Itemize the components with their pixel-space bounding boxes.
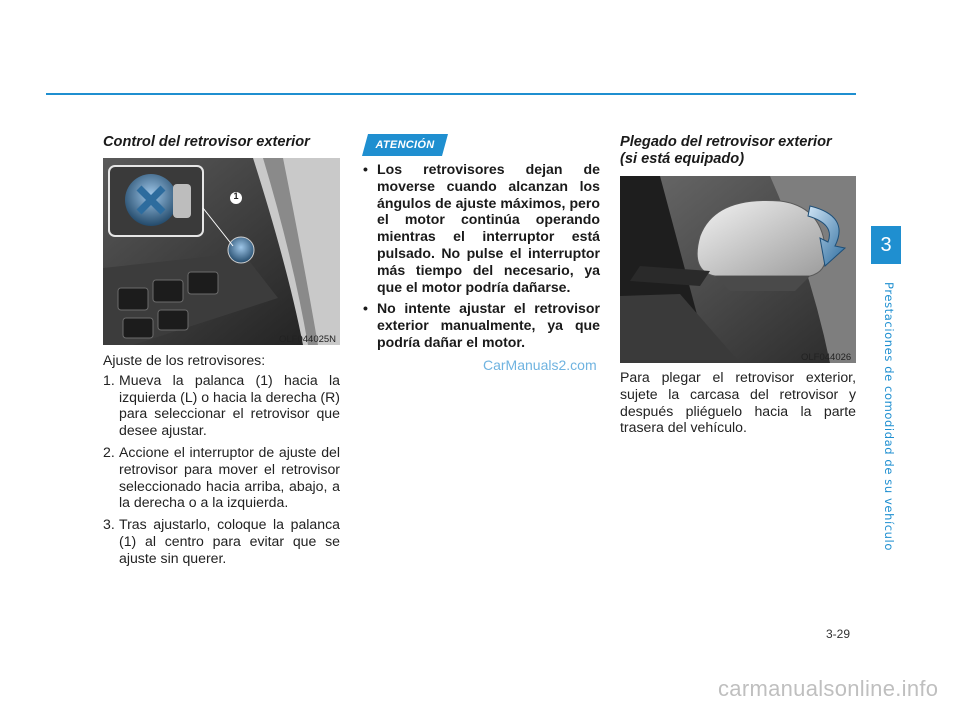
site-watermark: CarManuals2.com	[483, 357, 597, 373]
list-item: 2. Accione el interruptor de ajuste del retrovisor para mover el retrovisor seleccionado hacia arriba, abajo, a la derecha o a la izquierda.	[103, 443, 340, 511]
mirror-adjust-instructions	[103, 352, 340, 572]
callout-number: 1	[233, 191, 239, 201]
figure-door-switch-panel	[103, 158, 340, 345]
section-title-vertical: Prestaciones de comodidad de su vehículo	[882, 282, 896, 551]
caution-list	[362, 161, 600, 351]
section-number-tab: 3	[871, 226, 901, 264]
top-rule	[46, 93, 856, 95]
caution-badge-label: ATENCIÓN	[375, 139, 435, 151]
caution-block	[362, 161, 600, 356]
list-item: • Los retrovisores dejan de moverse cuando alcanzan los ángulos de ajuste máximos, pero el motor continúa operando mientras el interruptor está pulsado. No pulse el interruptor más tiempo del necesario, ya que el motor podría dañarse.	[363, 161, 600, 295]
heading-mirror-folding: Plegado del retrovisor exterior (si está equipado)	[620, 134, 832, 167]
mirror-illustration	[620, 176, 856, 363]
figure-code-2: OLF044026	[801, 352, 852, 363]
door-switch-illustration	[103, 158, 340, 345]
heading-mirror-control: Control del retrovisor exterior	[103, 134, 310, 150]
figure-code-1: OLF044025N	[279, 334, 337, 345]
list-item: 3. Tras ajustarlo, coloque la palanca (1) al centro para evitar que se ajuste sin querer.	[103, 516, 340, 566]
steps-list	[103, 372, 340, 567]
footer-watermark: carmanualsonline.info	[718, 676, 939, 701]
list-item: 1. Mueva la palanca (1) hacia la izquierda (L) o hacia la derecha (R) para seleccionar el retrovisor que desee ajustar.	[103, 371, 340, 439]
intro-text: Ajuste de los retrovisores:	[103, 352, 266, 368]
caution-badge	[362, 134, 448, 156]
list-item: • No intente ajustar el retrovisor exterior manualmente, ya que podría dañar el motor.	[363, 300, 600, 350]
figure-mirror-folding	[620, 176, 856, 363]
mirror-folding-text: Para plegar el retrovisor exterior, sujete la carcasa del retrovisor y después pliéguelo hacia la parte trasera del vehículo.	[620, 369, 856, 436]
page-number: 3-29	[826, 627, 851, 641]
